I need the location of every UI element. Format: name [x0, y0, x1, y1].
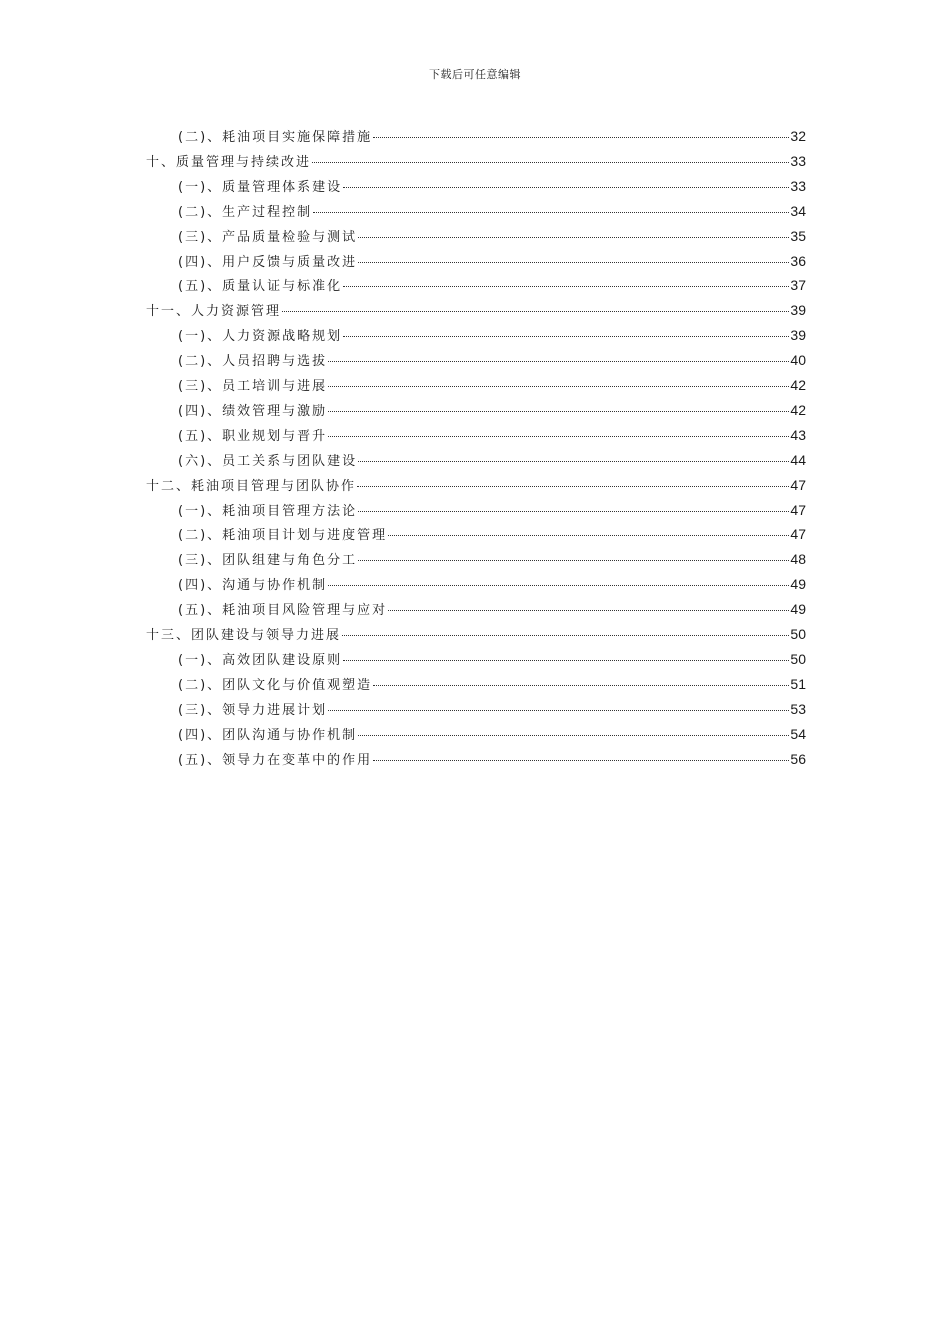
toc-entry-page-number: 49 [790, 576, 806, 593]
toc-entry[interactable] [178, 251, 806, 271]
toc-entry[interactable] [178, 599, 806, 619]
toc-entry-page-number: 37 [790, 277, 806, 294]
toc-dot-leader [343, 286, 789, 287]
toc-dot-leader [373, 760, 789, 761]
toc-dot-leader [312, 162, 789, 163]
toc-entry-page-number: 47 [790, 526, 806, 543]
toc-entry[interactable] [178, 201, 806, 221]
toc-entry-title: (二)、生产过程控制 [178, 204, 313, 220]
page-header: 下载后可任意编辑 [429, 68, 521, 81]
toc-entry[interactable] [146, 475, 806, 495]
toc-entry-title: (二)、人员招聘与选拔 [178, 354, 328, 370]
toc-dot-leader [342, 635, 789, 636]
toc-entry-page-number: 53 [790, 700, 806, 717]
toc-entry-title: (三)、团队组建与角色分工 [178, 553, 358, 569]
toc-entry-title: (五)、领导力在变革中的作用 [178, 752, 373, 768]
toc-entry-page-number: 36 [790, 252, 806, 269]
toc-dot-leader [388, 610, 789, 611]
toc-entry-page-number: 48 [790, 551, 806, 568]
toc-dot-leader [358, 511, 789, 512]
toc-entry-title: (一)、高效团队建设原则 [178, 652, 343, 668]
toc-entry[interactable] [178, 350, 806, 370]
toc-entry-title: (一)、耗油项目管理方法论 [178, 503, 358, 519]
toc-dot-leader [328, 710, 789, 711]
toc-entry-title: (六)、员工关系与团队建设 [178, 453, 358, 469]
toc-entry-page-number: 32 [790, 128, 806, 144]
toc-entry[interactable] [178, 425, 806, 445]
toc-entry-page-number: 33 [790, 152, 806, 169]
toc-dot-leader [373, 137, 789, 138]
toc-dot-leader [358, 560, 789, 561]
toc-entry-title: (四)、绩效管理与激励 [178, 403, 328, 419]
toc-entry[interactable] [178, 724, 806, 744]
toc-dot-leader [328, 411, 789, 412]
toc-entry-page-number: 47 [790, 476, 806, 493]
toc-entry-title: (一)、质量管理体系建设 [178, 179, 343, 195]
toc-entry-page-number: 35 [790, 227, 806, 244]
toc-dot-leader [343, 336, 789, 337]
toc-entry-title: (四)、用户反馈与质量改进 [178, 254, 358, 270]
toc-entry-title: (二)、团队文化与价值观塑造 [178, 677, 373, 693]
toc-entry-title: (四)、沟通与协作机制 [178, 578, 328, 594]
toc-dot-leader [328, 361, 789, 362]
toc-entry-page-number: 54 [790, 725, 806, 742]
toc-entry-title: 十二、耗油项目管理与团队协作 [146, 478, 357, 494]
toc-entry[interactable] [178, 500, 806, 520]
toc-entry[interactable] [178, 126, 806, 146]
toc-entry-page-number: 34 [790, 202, 806, 219]
toc-entry-page-number: 39 [790, 302, 806, 319]
toc-dot-leader [358, 461, 789, 462]
toc-dot-leader [358, 735, 789, 736]
toc-entry[interactable] [178, 375, 806, 395]
toc-entry-title: 十三、团队建设与领导力进展 [146, 628, 342, 643]
toc-entry-title: (三)、领导力进展计划 [178, 702, 328, 718]
toc-entry[interactable] [178, 524, 806, 544]
toc-entry[interactable] [178, 699, 806, 719]
toc-entry-page-number: 42 [790, 401, 806, 418]
toc-entry-title: 十一、人力资源管理 [146, 304, 282, 320]
toc-dot-leader [328, 585, 789, 586]
toc-entry-title: (一)、人力资源战略规划 [178, 329, 343, 345]
toc-entry[interactable] [146, 300, 806, 320]
toc-entry-page-number: 51 [790, 675, 806, 692]
toc-entry[interactable] [178, 400, 806, 420]
toc-entry[interactable] [178, 574, 806, 594]
toc-entry-page-number: 42 [790, 377, 806, 393]
toc-dot-leader [328, 436, 789, 437]
toc-dot-leader [328, 386, 789, 387]
toc-dot-leader [357, 486, 789, 487]
toc-entry-title: (五)、质量认证与标准化 [178, 279, 343, 295]
toc-entry[interactable] [178, 325, 806, 345]
toc-entry[interactable] [178, 749, 806, 769]
toc-entry-title: (四)、团队沟通与协作机制 [178, 727, 358, 743]
toc-entry-page-number: 44 [790, 451, 806, 468]
toc-entry-title: 十、质量管理与持续改进 [146, 154, 312, 170]
toc-entry-page-number: 40 [790, 352, 806, 369]
toc-entry-page-number: 47 [790, 501, 806, 518]
toc-dot-leader [358, 262, 789, 263]
toc-entry-title: (三)、员工培训与进展 [178, 379, 328, 394]
toc-entry-title: (三)、产品质量检验与测试 [178, 229, 358, 245]
toc-entry-title: (五)、耗油项目风险管理与应对 [178, 603, 388, 619]
toc-dot-leader [282, 311, 789, 312]
toc-entry[interactable] [178, 649, 806, 669]
toc-entry-page-number: 49 [790, 601, 806, 618]
toc-entry-title: (二)、耗油项目实施保障措施 [178, 130, 373, 145]
toc-dot-leader [358, 237, 789, 238]
toc-dot-leader [343, 660, 789, 661]
toc-entry-page-number: 43 [790, 426, 806, 443]
toc-entry-title: (二)、耗油项目计划与进度管理 [178, 528, 388, 544]
toc-entry-page-number: 50 [790, 650, 806, 667]
toc-entry[interactable] [146, 151, 806, 171]
toc-dot-leader [373, 685, 789, 686]
toc-entry-page-number: 39 [790, 327, 806, 344]
toc-entry[interactable] [178, 450, 806, 470]
toc-dot-leader [313, 212, 789, 213]
toc-entry[interactable] [178, 674, 806, 694]
toc-dot-leader [388, 535, 789, 536]
toc-entry[interactable] [178, 226, 806, 246]
toc-entry-page-number: 56 [790, 750, 806, 767]
toc-entry[interactable] [178, 549, 806, 569]
toc-entry-title: (五)、职业规划与晋升 [178, 428, 328, 444]
toc-entry[interactable] [178, 176, 806, 196]
toc-dot-leader [343, 187, 789, 188]
toc-entry-page-number: 33 [790, 177, 806, 194]
toc-entry[interactable] [146, 624, 806, 644]
toc-entry[interactable] [178, 275, 806, 295]
toc-entry-page-number: 50 [790, 626, 806, 642]
